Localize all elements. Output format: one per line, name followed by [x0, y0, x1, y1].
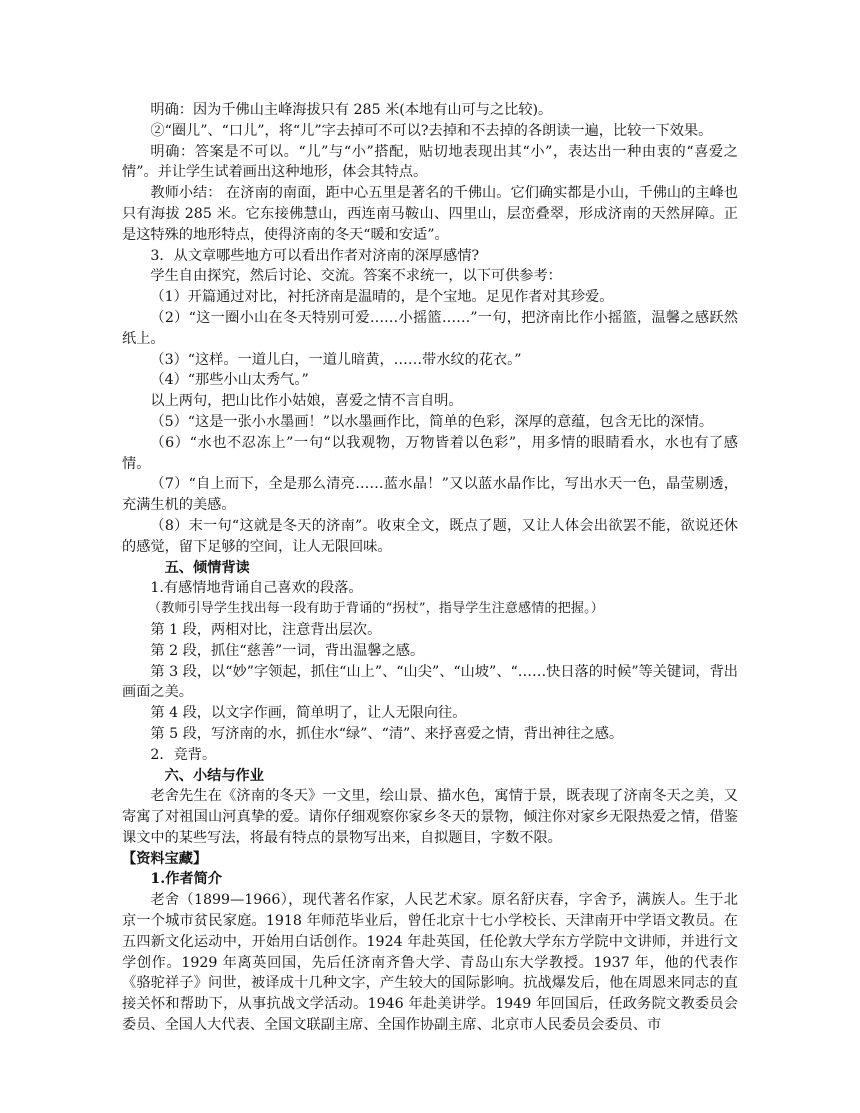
- body-paragraph: （8）末一句“这就是冬天的济南”。收束全文，既点了题，又让人体会出欲罢不能，欲说还休的感觉，留下足够的空间，让人无限回味。: [122, 517, 738, 555]
- body-paragraph: （7）“自上而下，全是那么清亮……蓝水晶！”又以蓝水晶作比，写出水天一色，晶莹剔透，充满生机的美感。: [122, 476, 738, 514]
- body-paragraph: 1.有感情地背诵自己喜欢的段落。: [150, 580, 363, 597]
- body-paragraph: 第 4 段，以文字作画，简单明了，让人无限向往。: [150, 705, 467, 722]
- body-paragraph: （6）“水也不忍冻上”一句“以我观物，万物皆着以色彩”，用多情的眼睛看水，水也有了感情。: [122, 434, 738, 472]
- body-paragraph: ②“圈儿”、“口儿”，将“儿”字去掉可不可以?去掉和不去掉的各朗读一遍，比较一下效果。: [150, 122, 713, 139]
- body-paragraph: 老舍先生在《济南的冬天》一文里，绘山景、描水色，寓情于景，既表现了济南冬天之美，又寄寓了对祖国山河真挚的爱。请你仔细观察你家乡冬天的景物，倾注你对家乡无限热爱之情，借鉴课文中的某些写法，将最有特点的景物写出来，自拟题目，字数不限。: [122, 788, 738, 846]
- document-page: [122, 100, 738, 1036]
- body-paragraph: 3．从文章哪些地方可以看出作者对济南的深厚感情?: [150, 247, 480, 264]
- body-paragraph: 第 2 段，抓住“慈善”一词，背出温馨之感。: [150, 642, 425, 659]
- body-paragraph: 老舍（1899—1966），现代著名作家，人民艺术家。原名舒庆春，字舍予，满族人。生于北京一个城市贫民家庭。1918 年师范毕业后，曾任北京十七小学校长、天津南开中学语文教员。在五四新文化运动中，开始用白话创作。1924 年赴英国，任伦敦大学东方学院中文讲师，并进行文学创作。1929 年离英回国，先后任济南齐鲁大学、青岛山东大学教授。1937 年，他的代表作《骆驼祥子》问世，被译成十几种文字，产生较大的国际影响。抗战爆发后，他在周恩来同志的直接关怀和帮助下，从事抗战文学活动。1946 年赴美讲学。1949 年回国后，任政务院文教委员会委员、全国人大代表、全国文联副主席、全国作协副主席、北京市人民委员会委员、市: [122, 892, 738, 1034]
- body-paragraph: 明确：因为千佛山主峰海拔只有 285 米(本地有山可与之比较)。: [150, 102, 553, 118]
- body-paragraph: （4）“那些小山太秀气。”: [150, 372, 309, 389]
- body-paragraph: 第 3 段，以“妙”字领起，抓住“山上”、“山尖”、“山坡”、“……快日落的时候”等关键词，背出画面之美。: [122, 663, 738, 701]
- body-paragraph: （5）“这是一张小水墨画！”以水墨画作比，简单的色彩，深厚的意蕴，包含无比的深情。: [150, 413, 714, 430]
- note-paragraph: （教师引导学生找出每一段有助于背诵的“拐杖”，指导学生注意感情的把握。）: [148, 601, 604, 617]
- subsection-heading: 1.作者简介: [150, 871, 222, 888]
- body-paragraph: 2．竞背。: [150, 746, 217, 763]
- resource-title: 【资料宝藏】: [122, 850, 208, 867]
- body-paragraph: 第 5 段，写济南的水，抓住水“绿”、“清”、来抒喜爱之情，背出神往之感。: [150, 725, 624, 742]
- body-paragraph: （1）开篇通过对比，衬托济南是温晴的，是个宝地。足见作者对其珍爱。: [150, 289, 614, 306]
- body-paragraph: 明确：答案是不可以。“儿”与“小”搭配，贴切地表现出其“小”，表达出一种由衷的“喜爱之情”。并让学生试着画出这种地形，体会其特点。: [122, 143, 738, 181]
- section-heading: 五、倾情背读: [164, 559, 250, 576]
- section-heading: 六、小结与作业: [164, 767, 264, 784]
- body-paragraph: （3）“这样。一道儿白，一道儿暗黄，……带水纹的花衣。”: [150, 351, 522, 368]
- body-paragraph: 以上两句，把山比作小姑娘，喜爱之情不言自明。: [150, 393, 463, 410]
- body-paragraph: （2）“这一圈小山在冬天特别可爱……小摇篮……”一句，把济南比作小摇篮，温馨之感跃然纸上。: [122, 309, 738, 347]
- body-paragraph: 学生自由探究，然后讨论、交流。答案不求统一，以下可供参考：: [150, 268, 562, 285]
- body-paragraph: 第 1 段，两相对比，注意背出层次。: [150, 621, 382, 638]
- body-paragraph: 教师小结： 在济南的南面，距中心五里是著名的千佛山。它们确实都是小山，千佛山的主峰也只有海拔 285 米。它东接佛慧山，西连南马鞍山、四里山，层峦叠翠，形成济南的天然屏障。正是这特殊的地形特点，使得济南的冬天“暖和安适”。: [122, 185, 738, 243]
